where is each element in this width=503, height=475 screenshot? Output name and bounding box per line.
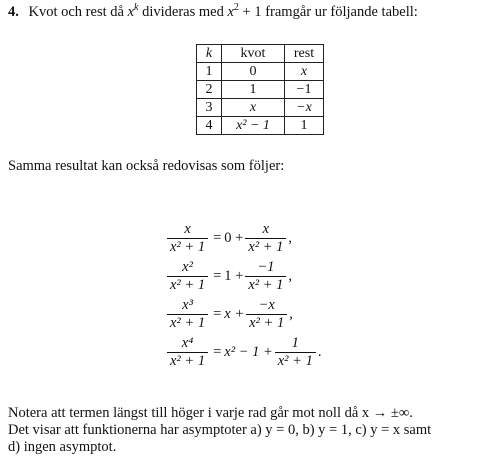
statement-mid: divideras med xyxy=(142,4,224,20)
lhs-fraction xyxy=(167,260,208,293)
equation-row xyxy=(165,260,292,293)
closing-line: Det visar att funktionerna har asymptoter a) y = 0, b) y = 1, c) y = x samt xyxy=(8,422,432,438)
equals: = xyxy=(213,306,222,322)
problem-number: 4. xyxy=(8,4,19,20)
cell-kvot: 1 xyxy=(222,81,285,99)
statement-post: framgår ur följande tabell: xyxy=(265,4,418,20)
exponent-two: 2 xyxy=(233,2,239,13)
cell-rest: −1 xyxy=(285,81,324,99)
plus-one: + 1 xyxy=(242,4,262,20)
punctuation: , xyxy=(288,230,293,246)
closing-paragraph xyxy=(8,405,498,456)
numerator: x² xyxy=(182,259,193,275)
punctuation: . xyxy=(317,344,322,360)
header-k: k xyxy=(197,45,222,63)
cell-kvot: x xyxy=(222,99,285,117)
denominator: x² + 1 xyxy=(246,314,287,331)
numerator: x³ xyxy=(182,297,193,313)
table-row xyxy=(197,117,324,135)
numerator: x xyxy=(262,221,270,237)
header-kvot: kvot xyxy=(222,45,285,63)
numerator: −1 xyxy=(257,259,275,275)
cell-k: 2 xyxy=(197,81,222,99)
rhs-fraction xyxy=(245,222,286,255)
table-header-row xyxy=(197,45,324,63)
closing-line: d) ingen asymptot. xyxy=(8,439,117,455)
denominator: x² + 1 xyxy=(167,276,208,293)
problem-statement xyxy=(8,4,418,21)
punctuation: , xyxy=(288,268,293,284)
equation-row xyxy=(165,298,293,331)
numerator: x⁴ xyxy=(181,335,194,351)
cell-k: 1 xyxy=(197,63,222,81)
denominator: x² + 1 xyxy=(245,238,286,255)
whole-part: 1 + xyxy=(224,268,244,284)
lhs-fraction xyxy=(167,298,208,331)
cell-rest: 1 xyxy=(285,117,324,135)
whole-part: x + xyxy=(224,306,245,322)
intro-text: Samma resultat kan också redovisas som följer: xyxy=(8,158,285,174)
denominator: x² + 1 xyxy=(167,352,208,369)
denominator: x² + 1 xyxy=(167,238,208,255)
numerator: −x xyxy=(258,297,275,313)
rhs-fraction xyxy=(246,298,287,331)
cell-k: 4 xyxy=(197,117,222,135)
table-row xyxy=(197,81,324,99)
statement-pre: Kvot och rest då xyxy=(28,4,124,20)
whole-part: x² − 1 + xyxy=(224,344,273,360)
cell-kvot: 0 xyxy=(222,63,285,81)
equals: = xyxy=(213,268,222,284)
equals: = xyxy=(213,230,222,246)
rhs-fraction xyxy=(275,336,316,369)
cell-rest: x xyxy=(285,63,324,81)
numerator: 1 xyxy=(291,335,299,351)
numerator: x xyxy=(184,221,191,237)
cell-rest: −x xyxy=(285,99,324,117)
table-row xyxy=(197,99,324,117)
header-rest: rest xyxy=(285,45,324,63)
quotient-remainder-table xyxy=(196,44,324,135)
denominator: x² + 1 xyxy=(275,352,316,369)
denominator: x² + 1 xyxy=(245,276,286,293)
var-k: k xyxy=(134,2,139,13)
var-x-2: x xyxy=(227,4,234,20)
table-row xyxy=(197,63,324,81)
var-x: x xyxy=(127,4,134,20)
whole-part: 0 + xyxy=(224,230,244,246)
lhs-fraction xyxy=(167,222,208,255)
closing-line: Notera att termen längst till höger i varje rad går mot noll då x → ±∞. xyxy=(8,405,413,421)
cell-k: 3 xyxy=(197,99,222,117)
rhs-fraction xyxy=(245,260,286,293)
denominator: x² + 1 xyxy=(167,314,208,331)
equation-row xyxy=(165,336,321,369)
punctuation: , xyxy=(289,306,293,322)
cell-kvot: x² − 1 xyxy=(222,117,285,135)
equation-row xyxy=(165,222,292,255)
equals: = xyxy=(213,344,222,360)
lhs-fraction xyxy=(167,336,208,369)
